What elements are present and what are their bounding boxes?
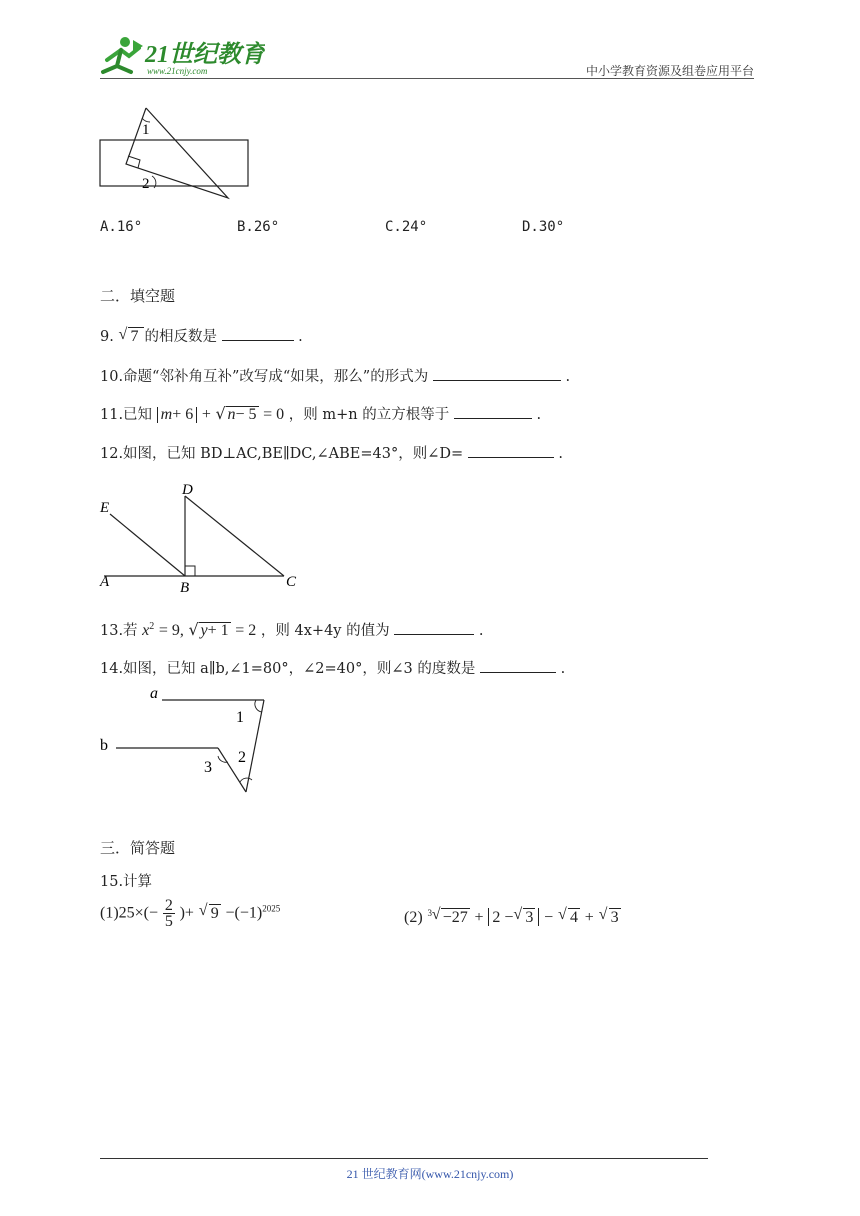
fig14-angle2-arc: [240, 778, 252, 782]
q15-p1-radical-icon: √: [198, 901, 208, 919]
question-11: [100, 404, 541, 425]
q9-sqrt-expr: √ 7: [128, 327, 144, 345]
q14-answer-blank: [480, 658, 556, 673]
fig14-label-3: 3: [204, 759, 212, 776]
q15-p1-mid: )+: [179, 904, 194, 922]
fig8-rectangle: [100, 140, 248, 186]
q12-answer-blank: [468, 443, 554, 458]
fig12-label-b: B: [180, 580, 190, 596]
q11-post: ，则 m+n 的立方根等于: [288, 407, 450, 423]
fig12-label-e: E: [100, 500, 110, 516]
figure-q8: [96, 104, 256, 208]
q15-p1-exp: 2025: [262, 903, 281, 914]
fig14-angle1-arc: [255, 700, 262, 712]
option-c: C.24°: [385, 219, 428, 235]
fig12-line-be: [110, 514, 185, 576]
q13-pre: 13.若: [100, 622, 138, 639]
q15-part1: [100, 898, 280, 929]
q15-p2-cbrt: √ −27: [431, 906, 468, 926]
q15-p2-sqrt3: √ 3: [598, 906, 619, 926]
q13-radical-icon: √: [188, 619, 199, 639]
q12-text: 12.如图，已知 BD⊥AC,BE∥DC,∠ABE=43°，则∠D=: [100, 446, 464, 462]
q15-p2-pre: (2): [404, 909, 423, 926]
q15-p2-plus: +: [474, 909, 484, 926]
fig14-label-2: 2: [238, 749, 246, 766]
question-14: [100, 658, 565, 679]
q13-post: ，则 4x+4y 的值为: [260, 622, 390, 639]
header-divider: [100, 78, 754, 79]
q11-answer-blank: [454, 404, 532, 419]
q14-end: .: [560, 661, 566, 677]
question-13: [100, 617, 483, 641]
logo-url-text: www.21cnjy.com: [147, 66, 208, 76]
q11-eq: = 0: [263, 406, 285, 423]
q15-p1-tail: −(−1): [225, 904, 263, 922]
q15-p2-radical-icon: √: [431, 906, 441, 923]
section-3-title: 三．简答题: [100, 839, 176, 857]
question-10: [100, 366, 570, 387]
q10-text: 10.命题“邻补角互补”改写成“如果，那么”的形式为: [100, 369, 429, 385]
q9-end: .: [298, 329, 303, 345]
q12-end: .: [558, 446, 563, 462]
q15-part2: [404, 908, 621, 927]
q15-p2-root-index: 3: [427, 908, 432, 918]
question-15-title: 15.计算: [100, 874, 153, 890]
q15-p2-abs: 2 − √ 3: [488, 908, 539, 926]
q9-answer-blank: [222, 326, 294, 341]
q9-text: 的相反数是: [144, 329, 217, 345]
footer-divider: [100, 1158, 708, 1159]
fig14-label-a: a: [150, 685, 158, 702]
fig12-label-c: C: [286, 574, 297, 590]
q13-exp: 2: [149, 621, 155, 632]
fig12-label-a: A: [100, 574, 110, 590]
q9-radical-icon: √: [118, 326, 128, 343]
section-2-title: 二．填空题: [100, 287, 176, 305]
logo-text: 21世纪教育: [145, 42, 265, 68]
q11-radical-icon: √: [215, 404, 226, 423]
fig12-line-dc: [185, 496, 284, 576]
q11-plus: +: [201, 406, 211, 423]
q13-eq9: = 9,: [158, 621, 184, 639]
fig12-right-angle-mark: [185, 566, 195, 576]
q13-eq2: = 2: [235, 621, 257, 639]
fig8-label-1: 1: [142, 122, 150, 138]
q14-text: 14.如图，已知 a∥b,∠1=80°，∠2=40°，则∠3 的度数是: [100, 661, 476, 677]
q13-answer-blank: [394, 620, 474, 635]
header-platform-text: 中小学教育资源及组卷应用平台: [585, 64, 754, 78]
q13-sqrt-expr: √ y+ 1: [188, 619, 229, 639]
q11-pre: 11.已知: [100, 407, 153, 423]
q11-abs-expr: m+ 6: [157, 407, 198, 423]
q15-p1-pre: (1)25×(−: [100, 904, 159, 922]
q10-answer-blank: [433, 366, 561, 381]
question-9: [100, 326, 303, 347]
q9-number: 9.: [100, 329, 114, 345]
q15-p1-fraction: $\frac{2}{5}$: [164, 897, 173, 930]
q13-x: x: [142, 621, 150, 639]
question-12: [100, 443, 563, 464]
q15-p1-sqrt9: √ 9: [198, 901, 219, 922]
q15-p2-minus: −: [544, 909, 554, 926]
q15-p2-sqrt4: √ 4: [557, 906, 578, 926]
fig14-label-b: b: [100, 737, 108, 754]
fig14-label-1: 1: [236, 709, 244, 726]
q13-end: .: [478, 622, 484, 639]
q11-sqrt-expr: √ n− 5: [215, 404, 257, 423]
figure-q12: [96, 478, 316, 600]
site-logo: [95, 34, 265, 78]
figure-q14: [96, 684, 276, 802]
fig8-label-2: 2: [142, 176, 150, 192]
fig12-label-d: D: [182, 482, 193, 498]
runner-logo-icon: [103, 37, 143, 72]
q15-p2-plus2: +: [584, 909, 594, 926]
footer-text: 21 世纪教育网(www.21cnjy.com): [346, 1167, 514, 1181]
option-d: D.30°: [522, 219, 565, 235]
option-b: B.26°: [237, 219, 280, 235]
option-a: A.16°: [100, 219, 143, 235]
q11-end: .: [536, 407, 542, 423]
q10-end: .: [565, 369, 571, 385]
